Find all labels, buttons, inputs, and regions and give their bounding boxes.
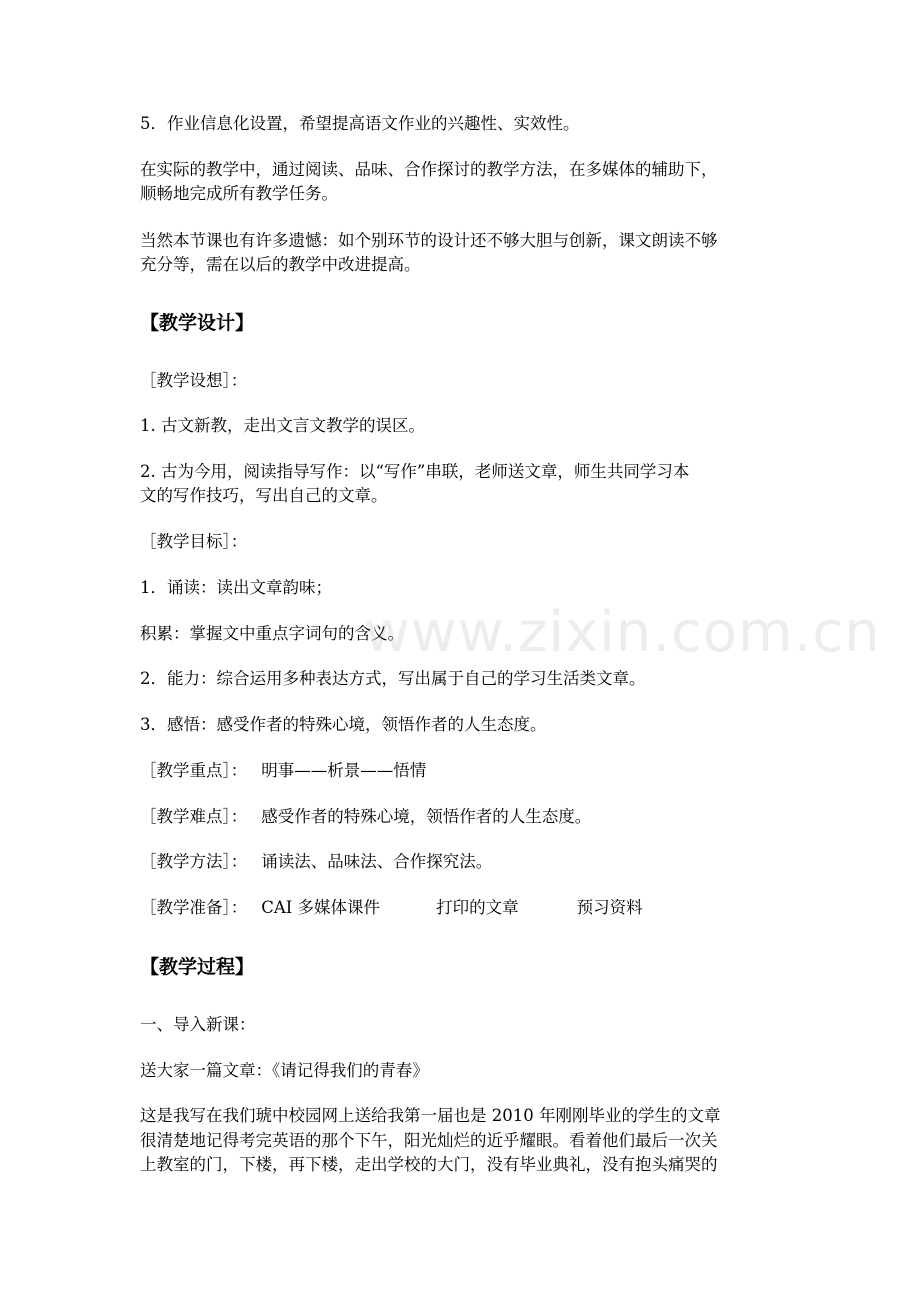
preparation-item-printed-article: 打印的文章: [436, 898, 519, 917]
teaching-goal-item-2: 2．能力：综合运用多种表达方式，写出属于自己的学习生活类文章。: [140, 669, 646, 688]
teaching-preparation: [140, 895, 800, 921]
section-heading-teaching-process: 【教学过程】: [140, 956, 255, 978]
teaching-method: [140, 849, 800, 875]
preparation-item-preview-materials: 预习资料: [576, 898, 643, 917]
teaching-goal-item-3: 3．感悟：感受作者的特殊心境，领悟作者的人生态度。: [140, 715, 547, 734]
label-teaching-method: ［教学方法］：: [140, 852, 248, 871]
paragraph-teaching-practice-line-2: 顺畅地完成所有教学任务。: [140, 184, 338, 203]
process-body-line-1: 这是我写在我们琥中校园网上送给我第一届也是 2010 年刚刚毕业的学生的文章: [140, 1106, 721, 1125]
teaching-key-points-value: 明事——析景——悟情: [261, 761, 427, 780]
teaching-idea-item-2-line-1: 2. 古为今用，阅读指导写作：以“写作”串联，老师送文章，师生共同学习本: [140, 462, 690, 481]
label-teaching-goals: ［教学目标］：: [140, 532, 248, 551]
teaching-idea-item-2-line-2: 文的写作技巧，写出自己的文章。: [140, 486, 388, 505]
process-body-line-3: 上教室的门，下楼，再下楼，走出学校的大门，没有毕业典礼，没有抱头痛哭的: [140, 1155, 718, 1174]
process-intro: 送大家一篇文章：《请记得我们的青春》: [140, 1061, 429, 1080]
teaching-difficulty-value: 感受作者的特殊心境，领悟作者的人生态度。: [261, 807, 592, 826]
label-teaching-key-points: ［教学重点］：: [140, 761, 248, 780]
teaching-method-value: 诵读法、品味法、合作探究法。: [261, 852, 493, 871]
watermark: www.zixin.com.cn: [364, 600, 881, 665]
paragraph-regrets-line-1: 当然本节课也有许多遗憾：如个别环节的设计还不够大胆与创新，课文朗读不够: [140, 231, 718, 250]
label-teaching-difficulty: ［教学难点］：: [140, 807, 248, 826]
preparation-item-cai: CAI 多媒体课件: [261, 898, 381, 917]
paragraph-homework-setting: 5．作业信息化设置，希望提高语文作业的兴趣性、实效性。: [140, 114, 580, 133]
teaching-idea-item-1: 1. 古文新教，走出文言文教学的误区。: [140, 416, 425, 435]
process-body-line-2: 很清楚地记得考完英语的那个下午，阳光灿烂的近乎耀眼。看着他们最后一次关: [140, 1131, 718, 1150]
process-step-1: 一、导入新课：: [140, 1015, 256, 1034]
teaching-goal-item-1b: 积累：掌握文中重点字词句的含义。: [140, 624, 404, 643]
teaching-goal-item-1: 1．诵读：读出文章韵味；: [140, 578, 332, 597]
teaching-key-points: [140, 758, 800, 784]
label-teaching-preparation: ［教学准备］：: [140, 898, 248, 917]
label-teaching-idea: ［教学设想］：: [140, 371, 248, 390]
teaching-difficulty: [140, 804, 800, 830]
paragraph-teaching-practice-line-1: 在实际的教学中，通过阅读、品味、合作探讨的教学方法，在多媒体的辅助下，: [140, 160, 718, 179]
paragraph-regrets-line-2: 充分等，需在以后的教学中改进提高。: [140, 255, 421, 274]
section-heading-teaching-design: 【教学设计】: [140, 312, 255, 334]
